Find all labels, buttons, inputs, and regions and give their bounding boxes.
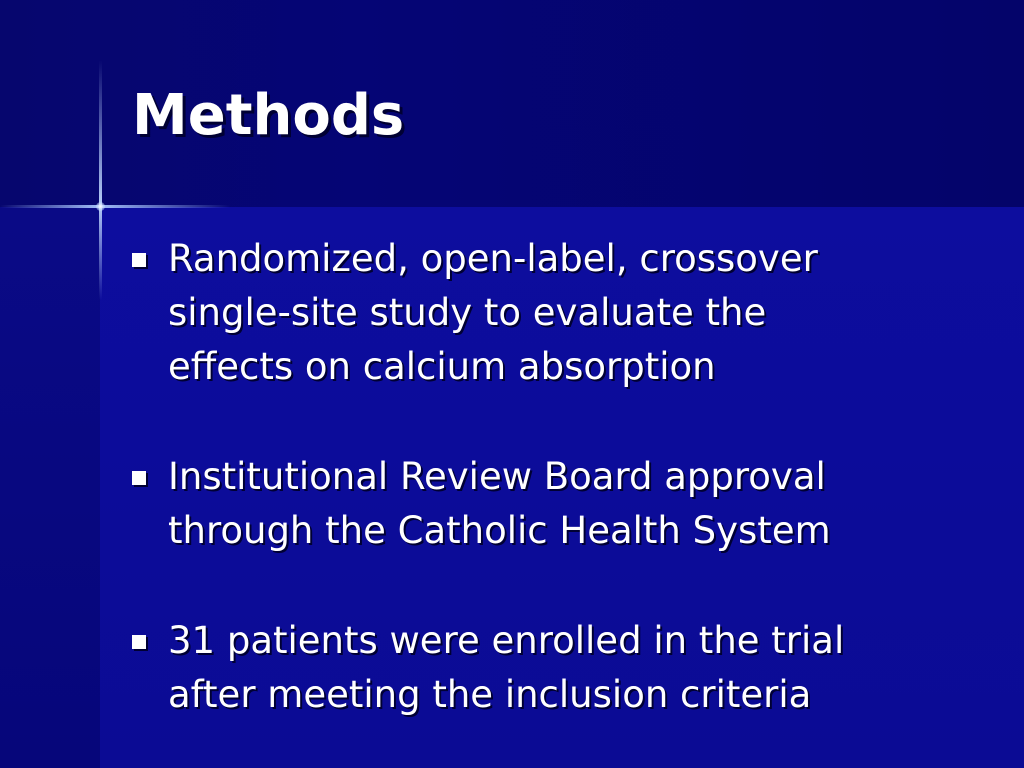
- sparkle-icon: [96, 202, 105, 211]
- square-bullet-icon: [132, 471, 146, 485]
- slide-title: Methods: [132, 83, 405, 148]
- bullet-line: after meeting the inclusion criteria: [168, 673, 812, 716]
- bullet-line: 31 patients were enrolled in the trial: [168, 619, 845, 662]
- bullet-line: Randomized, open-label, crossover: [168, 237, 818, 280]
- bullet-line: effects on calcium absorption: [168, 345, 716, 388]
- bullet-list: [132, 232, 992, 768]
- left-band: [0, 207, 100, 768]
- vertical-glow-line: [99, 60, 102, 300]
- bullet-item-irb-approval: [132, 450, 992, 558]
- bullet-item-study-design: [132, 232, 992, 394]
- bullet-line: through the Catholic Health System: [168, 509, 831, 552]
- square-bullet-icon: [132, 253, 146, 267]
- bullet-item-enrollment: [132, 614, 992, 722]
- square-bullet-icon: [132, 635, 146, 649]
- bullet-line: single-site study to evaluate the: [168, 291, 767, 334]
- horizontal-glow-line: [0, 205, 230, 208]
- bullet-line: Institutional Review Board approval: [168, 455, 826, 498]
